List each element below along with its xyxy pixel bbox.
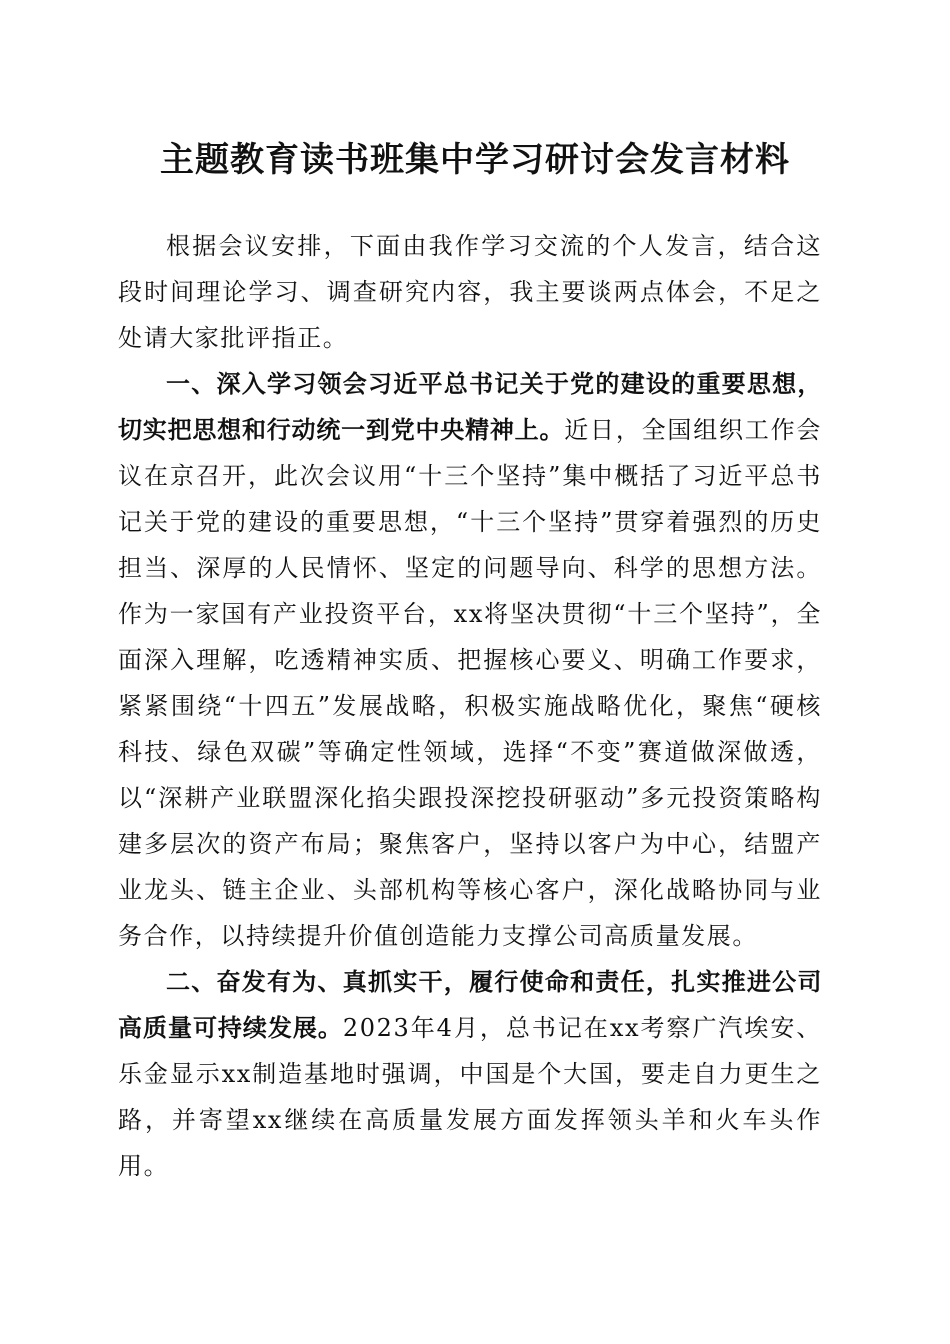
paragraph-intro [118,223,822,361]
section-one-heading: 一、深入学习领会习近平总书记关于党的建设的重要思想，切实把思想和行动统一到党中央精神上。 [118,370,822,444]
section-one-text: 近日，全国组织工作会议在京召开，此次会议用“十三个坚持”集中概括了习近平总书记关于党的建设的重要思想，“十三个坚持”贯穿着强烈的历史担当、深厚的人民情怀、坚定的问题导向、科学的思想方法。作为一家国有产业投资平台，xx将坚决贯彻“十三个坚持”，全面深入理解，吃透精神实质、把握核心要义、明确工作要求，紧紧围绕“十四五”发展战略，积极实施战略优化，聚焦“硬核科技、绿色双碳”等确定性领域，选择“不变”赛道做深做透，以“深耕产业联盟深化掐尖跟投深挖投研驱动”多元投资策略构建多层次的资产布局；聚焦客户，坚持以客户为中心，结盟产业龙头、链主企业、头部机构等核心客户，深化战略协同与业务合作，以持续提升价值创造能力支撑公司高质量发展。 [118,416,822,950]
section-two-text: 2023年4月，总书记在xx考察广汽埃安、乐金显示xx制造基地时强调，中国是个大国，要走自力更生之路，并寄望xx继续在高质量发展方面发挥领头羊和火车头作用。 [118,1014,822,1180]
paragraph-section-one [118,361,822,959]
section-two-heading: 二、奋发有为、真抓实干，履行使命和责任，扎实推进公司高质量可持续发展。 [118,968,822,1042]
paragraph-section-two [118,959,822,1189]
paragraph-intro-text: 根据会议安排，下面由我作学习交流的个人发言，结合这段时间理论学习、调查研究内容，我主要谈两点体会，不足之处请大家批评指正。 [118,232,822,352]
document-body [118,223,822,1189]
document-title: 主题教育读书班集中学习研讨会发言材料 [160,140,790,180]
